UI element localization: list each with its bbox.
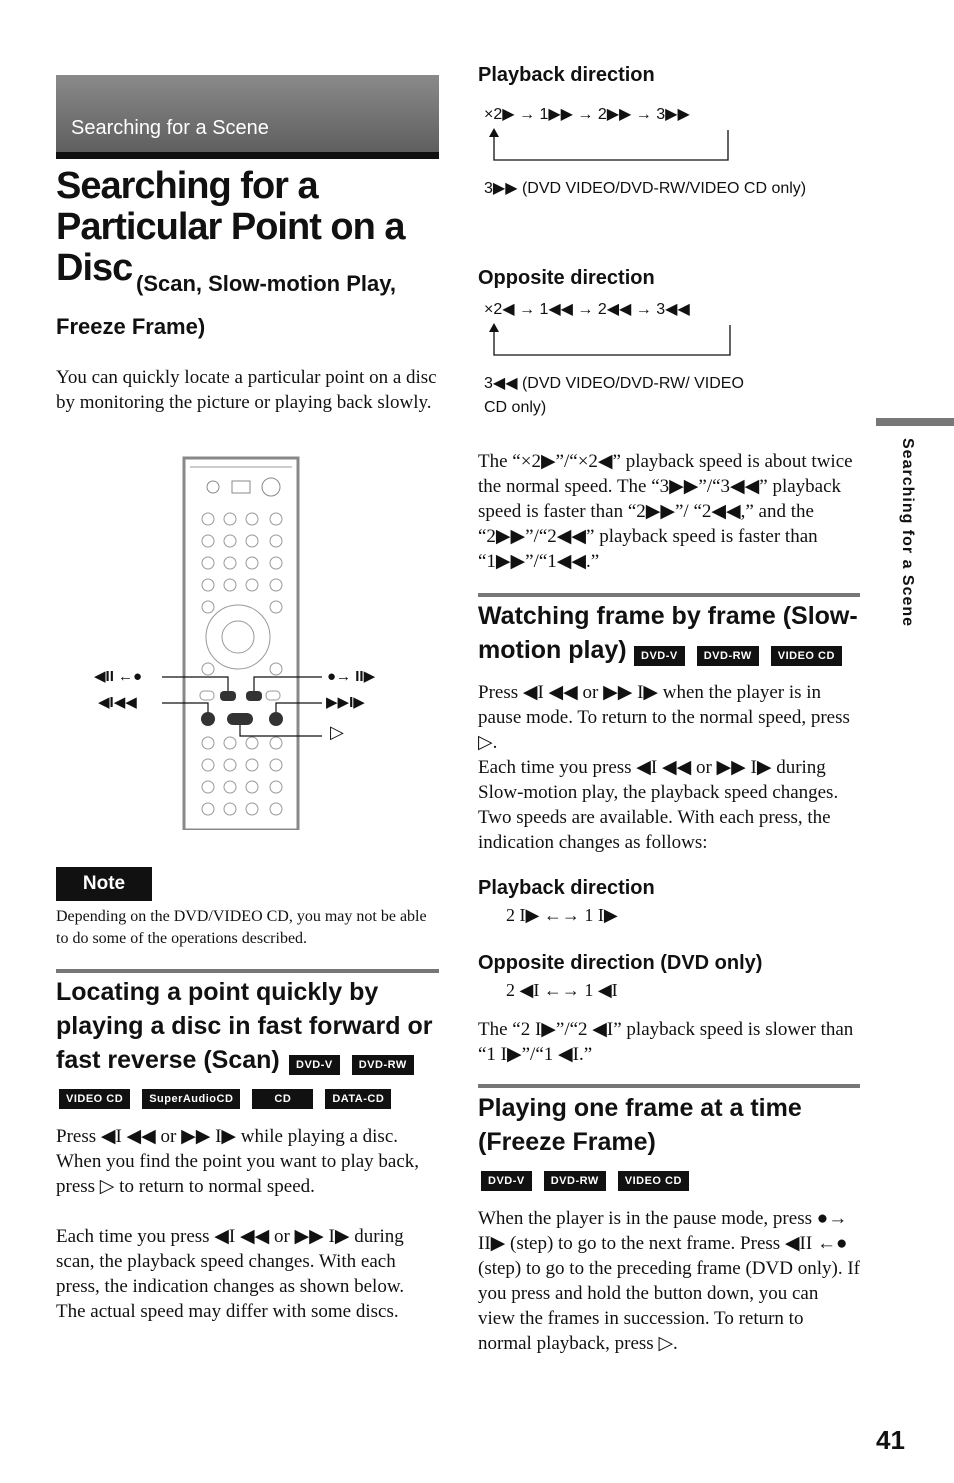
side-tab-bar <box>876 418 954 426</box>
opposite-loop-arrow <box>486 323 736 359</box>
playback-direction-label: Playback direction <box>478 64 655 86</box>
slow-playback-sequence: 2 I▶ ←→ 1 I▶ <box>506 905 618 925</box>
opposite-direction-sequence: ×2◀ → 1◀◀ → 2◀◀ → 3◀◀ <box>484 301 690 318</box>
scan-para-2: Each time you press ◀I ◀◀ or ▶▶ I▶ during scan, the playback speed changes. With each press, the indication changes as shown below. The actual speed may differ with some discs. <box>56 1226 405 1322</box>
freeze-heading: Playing one frame at a time (Freeze Frame) <box>478 1094 802 1156</box>
remote-control-illustration <box>90 455 400 830</box>
slow-opposite-sequence: 2 ◀I ←→ 1 ◀I <box>506 980 618 1000</box>
badge-cd: CD <box>253 1090 312 1108</box>
callout-rewind: ◀I◀◀ <box>98 694 137 711</box>
slow-para-1: Press ◀I ◀◀ or ▶▶ I▶ when the player is in pause mode. To return to the normal speed, press ▷. <box>478 682 850 753</box>
badge-video-cd: VIDEO CD <box>60 1090 129 1108</box>
callout-step-forward: ●→ II▶ <box>327 668 376 685</box>
scan-heading: Locating a point quickly by playing a disc in fast forward or fast reverse (Scan) <box>56 978 433 1074</box>
freeze-badges <box>482 1171 698 1190</box>
intro-text: You can quickly locate a particular point on a disc by monitoring the picture or playing back slowly. <box>56 367 437 413</box>
badge-dvd-rw: DVD-RW <box>353 1056 413 1074</box>
slow-rule <box>478 593 860 597</box>
callout-fast-forward: ▶▶I▶ <box>326 694 365 711</box>
badge-dvd-v: DVD-V <box>290 1056 339 1074</box>
note-label: Note <box>56 867 152 901</box>
callout-step-back: ◀II ←● <box>94 668 143 685</box>
badge-dvd-v: DVD-V <box>482 1172 531 1190</box>
scan-para-1: Press ◀I ◀◀ or ▶▶ I▶ while playing a disc. When you find the point you want to play back, press ▷ to return to normal speed. <box>56 1126 420 1197</box>
scan-badges-row2 <box>60 1089 400 1108</box>
slow-badges <box>635 646 851 665</box>
badge-video-cd: VIDEO CD <box>772 647 841 665</box>
opposite-direction-footnote: 3◀◀ (DVD VIDEO/DVD-RW/ VIDEO CD only) <box>484 375 744 416</box>
badge-dvd-rw: DVD-RW <box>545 1172 605 1190</box>
scan-badges <box>290 1055 423 1074</box>
playback-direction-sequence: ×2▶ → 1▶▶ → 2▶▶ → 3▶▶ <box>484 106 690 123</box>
side-tab-label: Searching for a Scene <box>899 438 916 628</box>
page-title-main: Searching for a Particular Point on a Disc <box>56 165 405 289</box>
slow-heading: Watching frame by frame (Slow-motion play) <box>478 602 858 664</box>
freeze-rule <box>478 1084 860 1088</box>
badge-super-audio-cd: SuperAudioCD <box>143 1090 239 1108</box>
freeze-para: When the player is in the pause mode, press ●→ II▶ (step) to go to the next frame. Press ◀II ←● (step) to go to the preceding frame (DVD only). If you press and hold the button down, you can view the frames in succession. To return to normal playback, press ▷. <box>478 1208 860 1354</box>
note-text: Depending on the DVD/VIDEO CD, you may not be able to do some of the operations described. <box>56 908 427 947</box>
slow-note: The “2 I▶”/“2 ◀I” playback speed is slower than “1 I▶”/“1 ◀I.” <box>478 1019 854 1065</box>
slow-para-2: Each time you press ◀I ◀◀ or ▶▶ I▶ during Slow-motion play, the playback speed changes. Two speeds are available. With each press, the indication changes as follows: <box>478 757 839 853</box>
page-title-subtitle: (Scan, Slow-motion Play, Freeze Frame) <box>56 271 396 339</box>
scan-rule <box>56 969 439 973</box>
playback-direction-footnote: 3▶▶ (DVD VIDEO/DVD-RW/VIDEO CD only) <box>484 180 807 197</box>
playback-loop-arrow <box>486 128 736 164</box>
callout-play: ▷ <box>330 722 344 742</box>
badge-dvd-rw: DVD-RW <box>698 647 758 665</box>
opposite-direction-label: Opposite direction <box>478 267 655 289</box>
section-tab <box>56 75 439 152</box>
slow-playback-label: Playback direction <box>478 877 655 899</box>
page-number: 41 <box>876 1425 905 1455</box>
badge-video-cd: VIDEO CD <box>619 1172 688 1190</box>
slow-opposite-label: Opposite direction (DVD only) <box>478 952 763 974</box>
speed-note: The “×2▶”/“×2◀” playback speed is about twice the normal speed. The “3▶▶”/“3◀◀” playback speed is faster than “2▶▶”/ “2◀◀,” and the “2▶▶”/“2◀◀” playback speed is faster than “1▶▶”/“1◀◀.” <box>478 451 853 572</box>
badge-dvd-v: DVD-V <box>635 647 684 665</box>
section-tab-underline <box>56 152 439 159</box>
section-tab-label: Searching for a Scene <box>71 117 269 139</box>
badge-data-cd: DATA-CD <box>326 1090 390 1108</box>
